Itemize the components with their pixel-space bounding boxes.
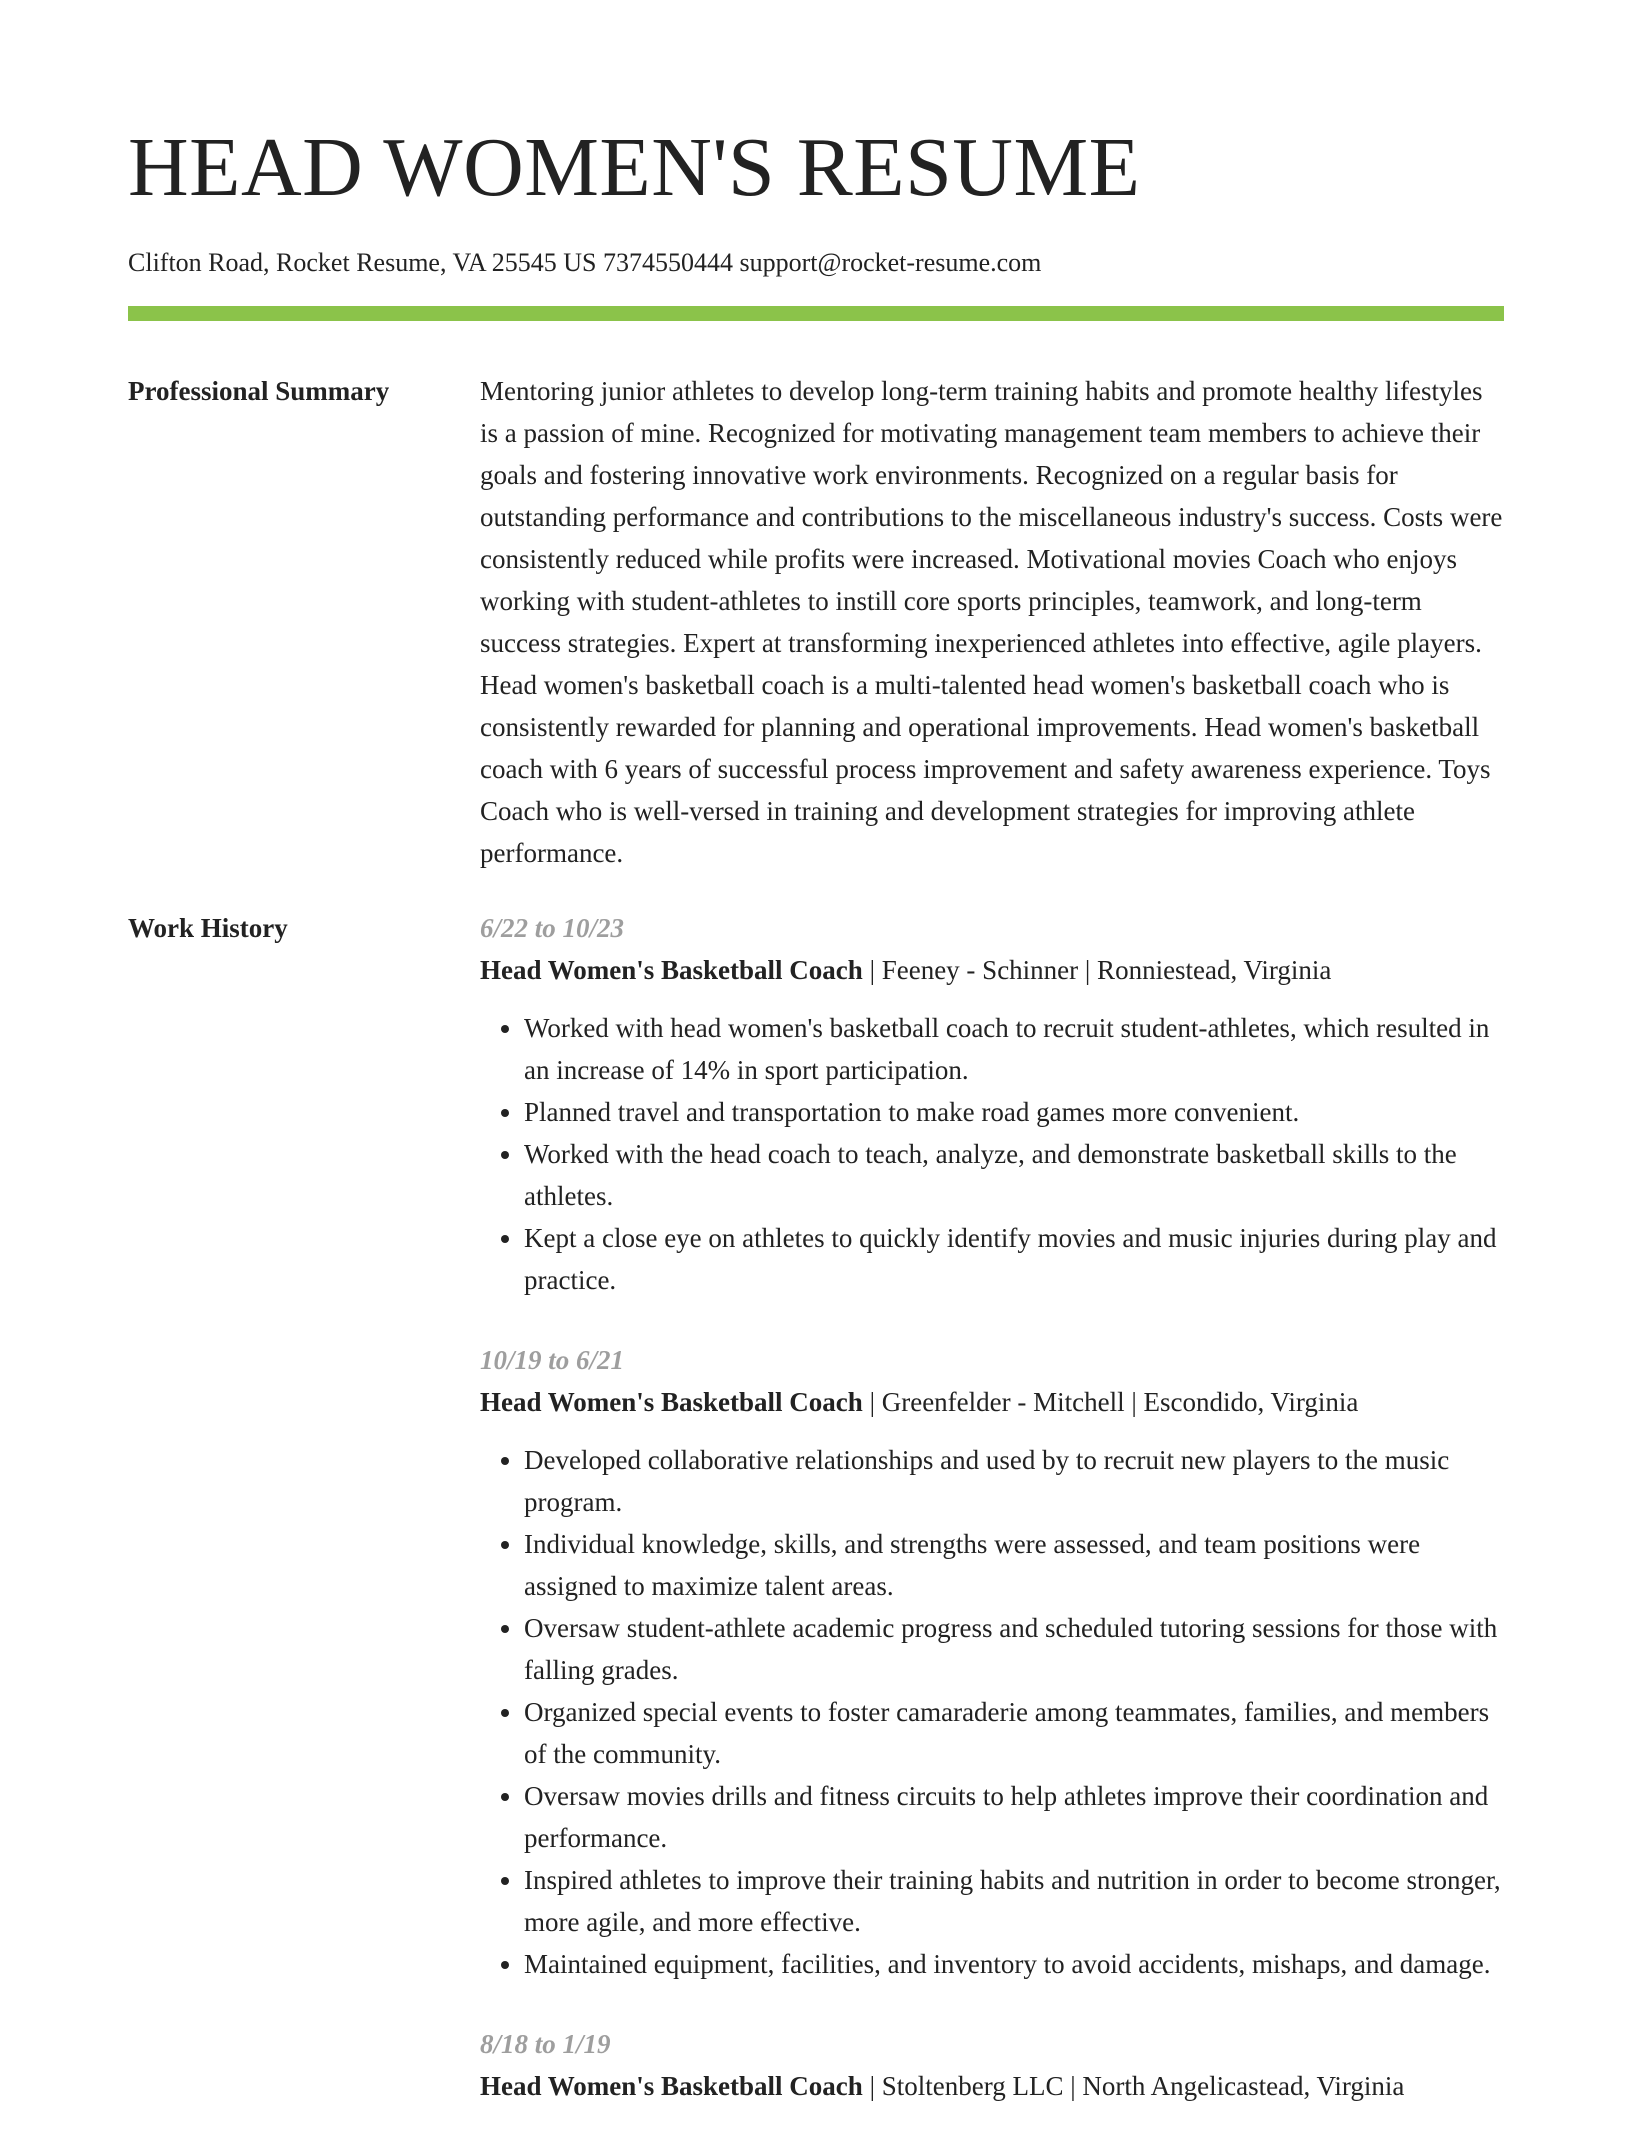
section-title-work-history: Work History xyxy=(128,913,288,943)
job-entry xyxy=(480,2023,1504,2107)
job-heading xyxy=(480,2065,1504,2107)
job-employer-location: | Greenfelder - Mitchell | Escondido, Virginia xyxy=(862,1387,1359,1417)
contact-info: Clifton Road, Rocket Resume, VA 25545 US 7374550444 support@rocket-resume.com xyxy=(128,248,1042,277)
job-duty: • Maintained equipment, facilities, and inventory to avoid accidents, mishaps, and damage. xyxy=(524,1943,1504,1985)
job-employer-location: | Feeney - Schinner | Ronniestead, Virginia xyxy=(862,955,1332,985)
section-title-summary: Professional Summary xyxy=(128,376,390,406)
job-heading xyxy=(480,1381,1504,1423)
job-duty: • Kept a close eye on athletes to quickly identify movies and music injuries during play and practice. xyxy=(524,1217,1504,1301)
job-duty: • Oversaw movies drills and fitness circuits to help athletes improve their coordination and performance. xyxy=(524,1775,1504,1859)
job-duty: • Organized special events to foster camaraderie among teammates, families, and members of the community. xyxy=(524,1691,1504,1775)
job-dates: 6/22 to 10/23 xyxy=(480,913,625,943)
job-entry xyxy=(480,1339,1504,1985)
job-employer-location: | Stoltenberg LLC | North Angelicastead, Virginia xyxy=(862,2071,1405,2101)
summary-body xyxy=(480,370,1504,874)
job-dates: 10/19 to 6/21 xyxy=(480,1345,625,1375)
job-title: Head Women's Basketball Coach xyxy=(480,1387,863,1417)
job-duty: • Worked with head women's basketball coach to recruit student-athletes, which resulted in an increase of 14% in sport participation. xyxy=(524,1007,1504,1091)
job-duty: • Oversaw student-athlete academic progress and scheduled tutoring sessions for those with falling grades. xyxy=(524,1607,1504,1691)
job-duty: • Inspired athletes to improve their training habits and nutrition in order to become stronger, more agile, and more effective. xyxy=(524,1859,1504,1943)
job-duty: • Planned travel and transportation to make road games more convenient. xyxy=(524,1091,1504,1133)
resume-name: HEAD WOMEN'S RESUME xyxy=(128,121,1141,214)
job-duties-list xyxy=(480,1439,1504,1985)
job-dates: 8/18 to 1/19 xyxy=(480,2029,611,2059)
accent-divider xyxy=(128,306,1504,321)
job-duty: • Individual knowledge, skills, and strengths were assessed, and team positions were assigned to maximize talent areas. xyxy=(524,1523,1504,1607)
work-history-body xyxy=(480,907,1504,2145)
job-title: Head Women's Basketball Coach xyxy=(480,2071,863,2101)
job-title: Head Women's Basketball Coach xyxy=(480,955,863,985)
job-duties-list xyxy=(480,1007,1504,1301)
professional-summary-section xyxy=(128,370,1504,874)
job-heading xyxy=(480,949,1504,991)
summary-text: Mentoring junior athletes to develop long-term training habits and promote healthy lifestyles is a passion of mine. Recognized for motivating management team members to achieve their goals and fostering innovative work environments. Recognized on a regular basis for outstanding performance and contributions to the miscellaneous industry's success. Costs were consistently reduced while profits were increased. Motivational movies Coach who enjoys working with student-athletes to instill core sports principles, teamwork, and long-term success strategies. Expert at transforming inexperienced athletes into effective, agile players. Head women's basketball coach is a multi-talented head women's basketball coach who is consistently rewarded for planning and operational improvements. Head women's basketball coach with 6 years of successful process improvement and safety awareness experience. Toys Coach who is well-versed in training and development strategies for improving athlete performance. xyxy=(480,376,1503,868)
job-entry xyxy=(480,907,1504,1301)
work-history-section xyxy=(128,907,1504,2145)
job-duty: • Worked with the head coach to teach, analyze, and demonstrate basketball skills to the athletes. xyxy=(524,1133,1504,1217)
job-duty: • Developed collaborative relationships and used by to recruit new players to the music program. xyxy=(524,1439,1504,1523)
resume-page xyxy=(128,0,1504,2145)
